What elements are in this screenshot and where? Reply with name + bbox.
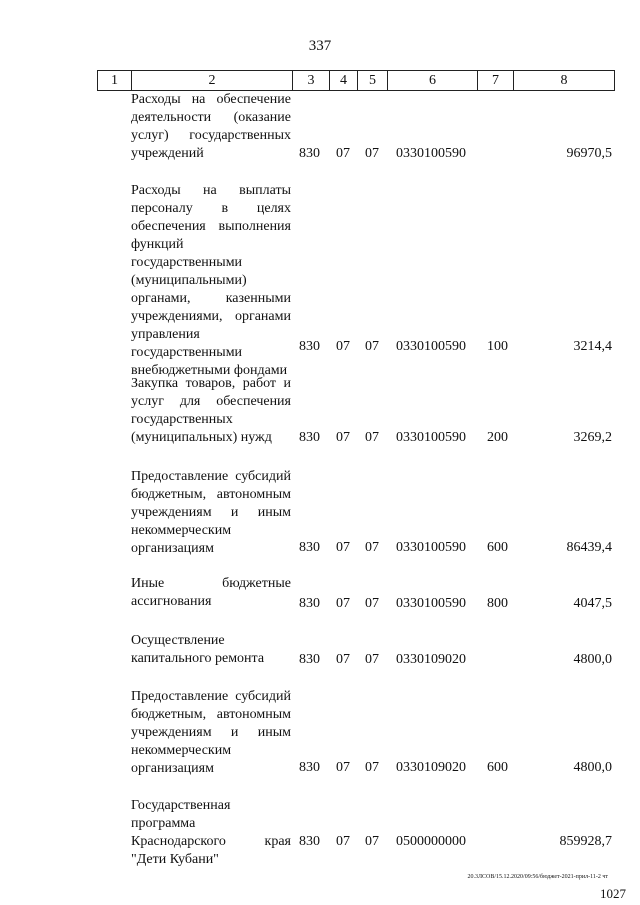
cell-col-5: 07 <box>365 540 379 555</box>
cell-col-6: 0500000000 <box>396 834 466 849</box>
cell-col-3: 830 <box>299 430 320 445</box>
header-col-5: 5 <box>358 71 388 90</box>
cell-col-3: 830 <box>299 760 320 775</box>
cell-col-6: 0330109020 <box>396 760 466 775</box>
cell-col-7: 600 <box>487 540 508 555</box>
cell-col-3: 830 <box>299 540 320 555</box>
cell-col-8: 4047,5 <box>573 596 612 611</box>
cell-col-8: 859928,7 <box>559 834 612 849</box>
row-description: Расходы на обеспечение деятельности (оказание услуг) государственных учреждений <box>131 92 291 161</box>
cell-col-7: 200 <box>487 430 508 445</box>
cell-col-4: 07 <box>336 652 350 667</box>
cell-col-5: 07 <box>365 652 379 667</box>
cell-col-4: 07 <box>336 834 350 849</box>
table-row <box>0 632 640 668</box>
cell-col-5: 07 <box>365 760 379 775</box>
cell-col-5: 07 <box>365 339 379 354</box>
cell-col-8: 4800,0 <box>573 652 612 667</box>
cell-col-8: 4800,0 <box>573 760 612 775</box>
header-col-1: 1 <box>98 71 132 90</box>
document-code: 20.3ЛСОВ/15.12.2020/09:56/бюджет-2021-прил-11-2 чт <box>467 874 608 880</box>
table-row <box>0 797 640 867</box>
page-number: 337 <box>308 38 332 54</box>
row-description: Государственная программа Краснодарского края "Дети Кубани" <box>131 798 291 867</box>
cell-col-6: 0330100590 <box>396 540 466 555</box>
cell-col-3: 830 <box>299 339 320 354</box>
row-description: Иные бюджетные ассигнования <box>131 576 291 609</box>
table-row <box>0 688 640 778</box>
cell-col-7: 600 <box>487 760 508 775</box>
cell-col-6: 0330100590 <box>396 339 466 354</box>
cell-col-6: 0330100590 <box>396 596 466 611</box>
header-col-2: 2 <box>132 71 293 90</box>
header-col-7: 7 <box>478 71 514 90</box>
row-description: Предоставление субсидий бюджетным, автономным учреждениям и иным некоммерческим организациям <box>131 469 291 556</box>
table-row <box>0 468 640 558</box>
cell-col-6: 0330109020 <box>396 652 466 667</box>
cell-col-3: 830 <box>299 652 320 667</box>
cell-col-5: 07 <box>365 834 379 849</box>
cell-col-4: 07 <box>336 430 350 445</box>
cell-col-3: 830 <box>299 834 320 849</box>
cell-col-8: 96970,5 <box>566 146 612 161</box>
row-description: Предоставление субсидий бюджетным, автономным учреждениям и иным некоммерческим организациям <box>131 689 291 776</box>
cell-col-4: 07 <box>336 596 350 611</box>
cell-col-7: 800 <box>487 596 508 611</box>
cell-col-6: 0330100590 <box>396 430 466 445</box>
table-header <box>97 70 615 91</box>
header-col-3: 3 <box>293 71 330 90</box>
row-description: Расходы на выплаты персоналу в целях обеспечения выполнения функций государственными (муниципальными) органами, казенными учреждениями, органами управления государственными внебюджетными фондами <box>131 183 291 378</box>
cell-col-5: 07 <box>365 146 379 161</box>
sheet-number: 1027 <box>600 886 626 901</box>
cell-col-8: 86439,4 <box>566 540 612 555</box>
cell-col-7: 100 <box>487 339 508 354</box>
cell-col-4: 07 <box>336 540 350 555</box>
header-col-6: 6 <box>388 71 478 90</box>
cell-col-8: 3269,2 <box>573 430 612 445</box>
cell-col-4: 07 <box>336 760 350 775</box>
cell-col-6: 0330100590 <box>396 146 466 161</box>
table-row <box>0 91 640 163</box>
cell-col-3: 830 <box>299 146 320 161</box>
table-row <box>0 575 640 611</box>
table-row <box>0 375 640 447</box>
header-col-8: 8 <box>560 73 568 88</box>
cell-col-8: 3214,4 <box>573 339 612 354</box>
row-description: Осуществление капитального ремонта <box>131 633 265 666</box>
row-description: Закупка товаров, работ и услуг для обеспечения государственных (муниципальных) нужд <box>131 376 291 445</box>
cell-col-4: 07 <box>336 339 350 354</box>
cell-col-3: 830 <box>299 596 320 611</box>
cell-col-5: 07 <box>365 596 379 611</box>
header-col-4: 4 <box>330 71 358 90</box>
cell-col-5: 07 <box>365 430 379 445</box>
cell-col-4: 07 <box>336 146 350 161</box>
table-row <box>0 182 640 378</box>
